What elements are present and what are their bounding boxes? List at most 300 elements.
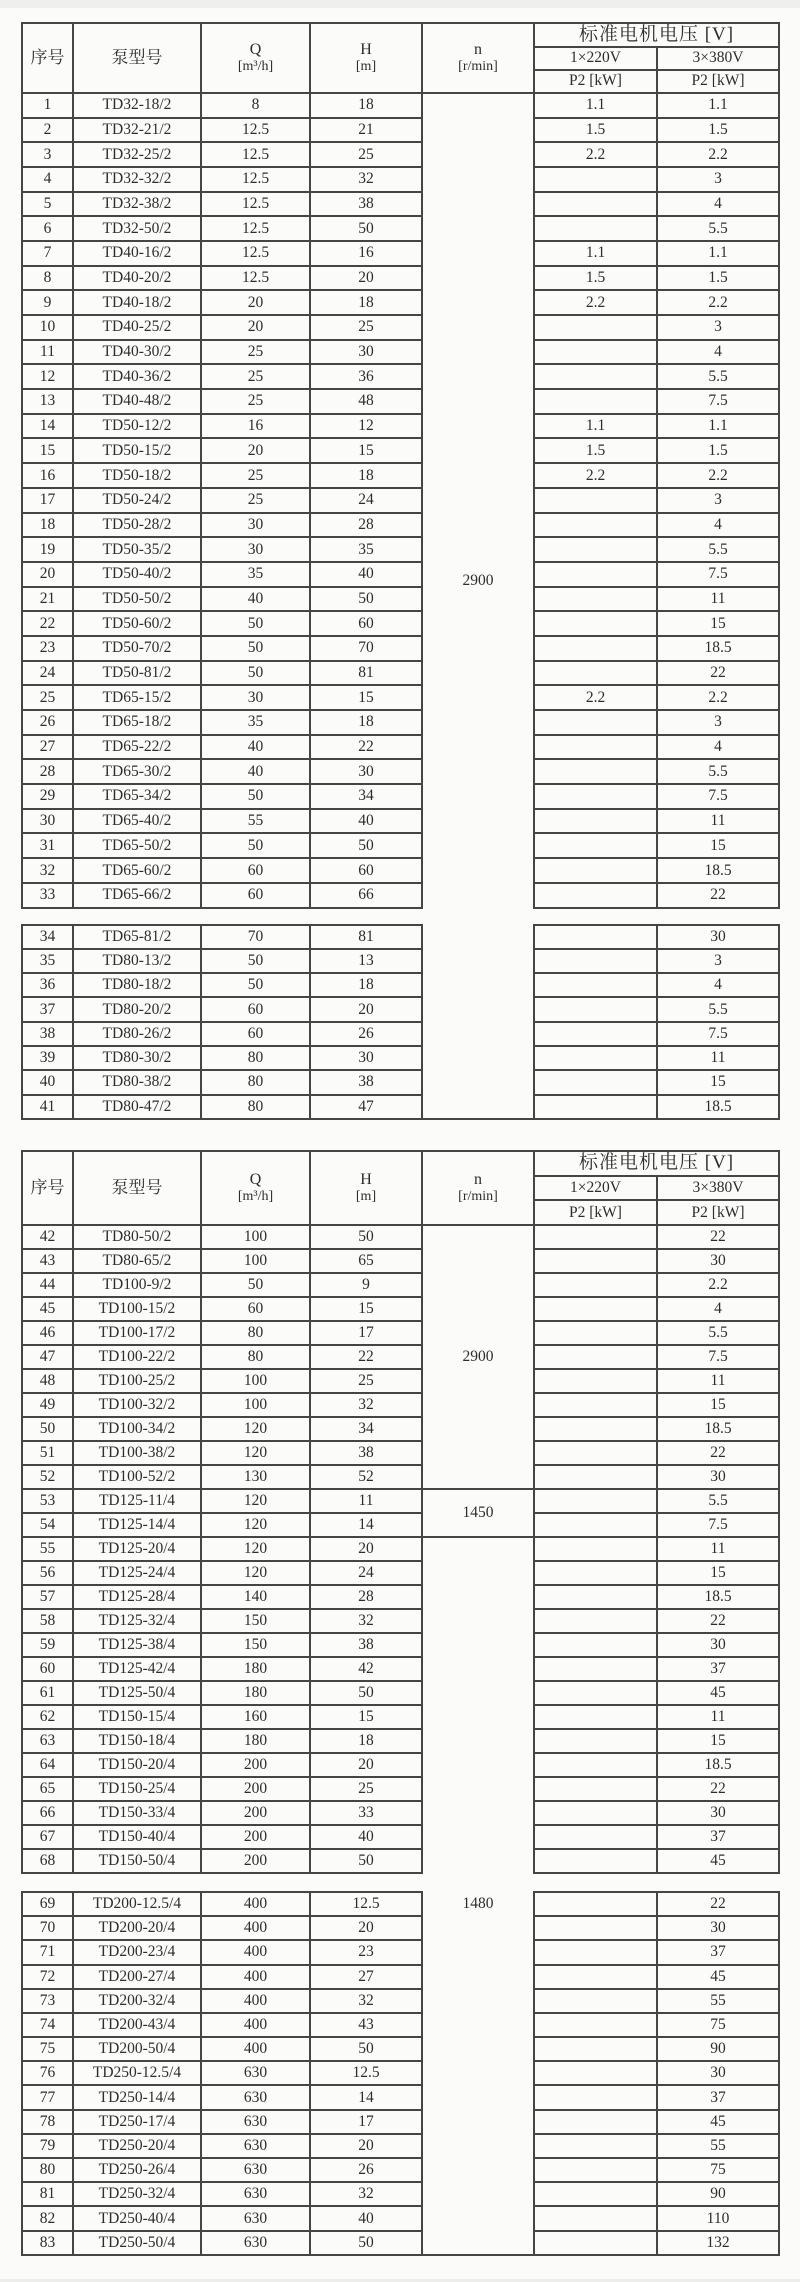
q-cell: 80 <box>201 1321 310 1345</box>
q-cell: 8 <box>201 93 310 118</box>
p380-cell: 45 <box>657 2110 779 2134</box>
p380-cell: 5.5 <box>657 759 779 784</box>
table-row <box>22 925 779 949</box>
model-cell: TD65-22/2 <box>73 735 201 760</box>
h-cell: 17 <box>310 1321 422 1345</box>
pump-spec-table-2-continued <box>21 1891 780 2256</box>
q-cell: 180 <box>201 1729 310 1753</box>
q-cell: 30 <box>201 685 310 710</box>
header-model: 泵型号 <box>73 23 201 93</box>
model-cell: TD50-60/2 <box>73 611 201 636</box>
p380-cell: 7.5 <box>657 784 779 809</box>
p380-cell: 55 <box>657 2134 779 2158</box>
q-cell: 25 <box>201 340 310 365</box>
h-cell: 42 <box>310 1657 422 1681</box>
table-row <box>22 636 779 661</box>
model-cell: TD40-20/2 <box>73 266 201 291</box>
table-row <box>22 2085 779 2109</box>
table-row <box>22 1705 779 1729</box>
table-row <box>22 1657 779 1681</box>
table-row <box>22 315 779 340</box>
h-cell: 38 <box>310 1441 422 1465</box>
table-row <box>22 438 779 463</box>
header-voltage-380: 3×380V <box>657 1176 779 1201</box>
p380-cell: 2.2 <box>657 463 779 488</box>
model-cell: TD125-20/4 <box>73 1537 201 1561</box>
p220-cell <box>534 1465 657 1489</box>
h-cell: 15 <box>310 1705 422 1729</box>
table-row <box>22 759 779 784</box>
p380-cell: 37 <box>657 1825 779 1849</box>
q-cell: 12.5 <box>201 142 310 167</box>
row-no-cell: 22 <box>22 611 73 636</box>
p220-cell: 2.2 <box>534 290 657 315</box>
row-no-cell: 23 <box>22 636 73 661</box>
model-cell: TD50-40/2 <box>73 562 201 587</box>
row-no-cell: 40 <box>22 1070 73 1094</box>
table-row <box>22 562 779 587</box>
h-cell: 12.5 <box>310 2061 422 2085</box>
p220-cell: 1.5 <box>534 438 657 463</box>
row-no-cell: 65 <box>22 1777 73 1801</box>
table-row <box>22 1513 779 1537</box>
h-cell: 28 <box>310 1585 422 1609</box>
table-row <box>22 1916 779 1940</box>
h-cell: 15 <box>310 685 422 710</box>
h-cell: 60 <box>310 611 422 636</box>
p220-cell <box>534 1849 657 1873</box>
table-row <box>22 2206 779 2230</box>
table-row <box>22 463 779 488</box>
q-cell: 120 <box>201 1441 310 1465</box>
q-cell: 200 <box>201 1777 310 1801</box>
p380-cell: 5.5 <box>657 1489 779 1513</box>
row-no-cell: 16 <box>22 463 73 488</box>
row-no-cell: 52 <box>22 1465 73 1489</box>
row-no-cell: 41 <box>22 1095 73 1119</box>
q-cell: 50 <box>201 949 310 973</box>
row-no-cell: 35 <box>22 949 73 973</box>
q-cell: 12.5 <box>201 118 310 143</box>
q-cell: 50 <box>201 611 310 636</box>
header-seq: 序号 <box>22 1151 73 1225</box>
h-cell: 48 <box>310 389 422 414</box>
pump-spec-table-2 <box>21 1150 780 1874</box>
model-cell: TD80-30/2 <box>73 1046 201 1070</box>
row-no-cell: 71 <box>22 1940 73 1964</box>
h-cell: 20 <box>310 1753 422 1777</box>
q-cell: 30 <box>201 513 310 538</box>
q-cell: 40 <box>201 735 310 760</box>
q-cell: 60 <box>201 997 310 1021</box>
q-cell: 80 <box>201 1070 310 1094</box>
q-cell: 12.5 <box>201 241 310 266</box>
p220-cell <box>534 513 657 538</box>
q-cell: 50 <box>201 833 310 858</box>
p220-cell <box>534 611 657 636</box>
q-cell: 200 <box>201 1801 310 1825</box>
row-no-cell: 77 <box>22 2085 73 2109</box>
rows-42-68 <box>22 1225 779 1873</box>
p380-cell: 15 <box>657 1393 779 1417</box>
table-row <box>22 997 779 1021</box>
p220-cell <box>534 537 657 562</box>
q-cell: 80 <box>201 1046 310 1070</box>
table-row <box>22 1345 779 1369</box>
model-cell: TD50-70/2 <box>73 636 201 661</box>
p220-cell <box>534 997 657 1021</box>
p380-cell: 3 <box>657 167 779 192</box>
h-cell: 34 <box>310 1417 422 1441</box>
table-row <box>22 1892 779 1916</box>
p380-cell: 22 <box>657 883 779 908</box>
table-row <box>22 1095 779 1119</box>
h-cell: 18 <box>310 93 422 118</box>
header-n-symbol: n <box>474 40 482 58</box>
table-row <box>22 1801 779 1825</box>
model-cell: TD125-38/4 <box>73 1633 201 1657</box>
h-cell: 22 <box>310 1345 422 1369</box>
h-cell: 13 <box>310 949 422 973</box>
p220-cell <box>534 1585 657 1609</box>
table-row <box>22 389 779 414</box>
table-row <box>22 1046 779 1070</box>
q-cell: 100 <box>201 1369 310 1393</box>
table-row <box>22 266 779 291</box>
model-cell: TD80-65/2 <box>73 1249 201 1273</box>
p220-cell <box>534 1022 657 1046</box>
row-no-cell: 15 <box>22 438 73 463</box>
q-cell: 630 <box>201 2061 310 2085</box>
q-cell: 100 <box>201 1249 310 1273</box>
q-cell: 630 <box>201 2134 310 2158</box>
model-cell: TD250-20/4 <box>73 2134 201 2158</box>
p380-cell: 15 <box>657 833 779 858</box>
header-p2-380: P2 [kW] <box>657 70 779 93</box>
h-cell: 81 <box>310 925 422 949</box>
h-cell: 14 <box>310 1513 422 1537</box>
h-cell: 18 <box>310 973 422 997</box>
h-cell: 26 <box>310 1022 422 1046</box>
row-no-cell: 13 <box>22 389 73 414</box>
p220-cell <box>534 1916 657 1940</box>
table-row <box>22 1489 779 1513</box>
h-cell: 26 <box>310 2158 422 2182</box>
table-row <box>22 1777 779 1801</box>
model-cell: TD40-25/2 <box>73 315 201 340</box>
model-cell: TD32-25/2 <box>73 142 201 167</box>
p220-cell <box>534 2206 657 2230</box>
p380-cell: 2.2 <box>657 685 779 710</box>
row-no-cell: 17 <box>22 488 73 513</box>
speed-value: 2900 <box>462 1347 494 1365</box>
row-no-cell: 42 <box>22 1225 73 1249</box>
p380-cell: 15 <box>657 611 779 636</box>
p380-cell: 37 <box>657 2085 779 2109</box>
table-row <box>22 1825 779 1849</box>
model-cell: TD200-50/4 <box>73 2037 201 2061</box>
speed-cell <box>422 1537 534 1873</box>
q-cell: 40 <box>201 587 310 612</box>
row-no-cell: 70 <box>22 1916 73 1940</box>
q-cell: 25 <box>201 364 310 389</box>
model-cell: TD150-25/4 <box>73 1777 201 1801</box>
header-voltage-220: 1×220V <box>534 47 657 70</box>
table-row <box>22 2013 779 2037</box>
model-cell: TD80-50/2 <box>73 1225 201 1249</box>
p380-cell: 15 <box>657 1729 779 1753</box>
q-cell: 12.5 <box>201 216 310 241</box>
model-cell: TD80-38/2 <box>73 1070 201 1094</box>
p220-cell <box>534 1561 657 1585</box>
model-cell: TD100-38/2 <box>73 1441 201 1465</box>
model-cell: TD125-32/4 <box>73 1609 201 1633</box>
p380-cell: 30 <box>657 1633 779 1657</box>
model-cell: TD65-30/2 <box>73 759 201 784</box>
p220-cell <box>534 2061 657 2085</box>
h-cell: 25 <box>310 142 422 167</box>
p380-cell: 75 <box>657 2013 779 2037</box>
h-cell: 30 <box>310 1046 422 1070</box>
q-cell: 50 <box>201 661 310 686</box>
table-row <box>22 2158 779 2182</box>
p380-cell: 4 <box>657 1297 779 1321</box>
row-no-cell: 21 <box>22 587 73 612</box>
p380-cell: 45 <box>657 1681 779 1705</box>
model-cell: TD100-17/2 <box>73 1321 201 1345</box>
q-cell: 400 <box>201 1916 310 1940</box>
model-cell: TD50-24/2 <box>73 488 201 513</box>
q-cell: 120 <box>201 1561 310 1585</box>
h-cell: 17 <box>310 2110 422 2134</box>
p380-cell: 11 <box>657 587 779 612</box>
h-cell: 40 <box>310 562 422 587</box>
p220-cell <box>534 2158 657 2182</box>
table-row <box>22 1070 779 1094</box>
p380-cell: 4 <box>657 973 779 997</box>
h-cell: 33 <box>310 1801 422 1825</box>
model-cell: TD80-20/2 <box>73 997 201 1021</box>
h-cell: 20 <box>310 266 422 291</box>
p220-cell <box>534 1321 657 1345</box>
model-cell: TD50-15/2 <box>73 438 201 463</box>
p380-cell: 5.5 <box>657 1321 779 1345</box>
table-row <box>22 1465 779 1489</box>
model-cell: TD250-26/4 <box>73 2158 201 2182</box>
q-cell: 400 <box>201 1940 310 1964</box>
table-row <box>22 1633 779 1657</box>
row-no-cell: 29 <box>22 784 73 809</box>
model-cell: TD65-18/2 <box>73 710 201 735</box>
row-no-cell: 24 <box>22 661 73 686</box>
model-cell: TD50-81/2 <box>73 661 201 686</box>
p380-cell: 22 <box>657 1225 779 1249</box>
p220-cell <box>534 1297 657 1321</box>
q-cell: 16 <box>201 414 310 439</box>
model-cell: TD125-50/4 <box>73 1681 201 1705</box>
h-cell: 20 <box>310 1537 422 1561</box>
p220-cell <box>534 1345 657 1369</box>
header-h-unit: [m] <box>355 1189 377 1205</box>
speed-cell <box>422 925 534 1119</box>
q-cell: 120 <box>201 1537 310 1561</box>
row-no-cell: 57 <box>22 1585 73 1609</box>
p380-cell: 7.5 <box>657 562 779 587</box>
h-cell: 81 <box>310 661 422 686</box>
p380-cell: 7.5 <box>657 389 779 414</box>
q-cell: 150 <box>201 1633 310 1657</box>
header-p2-220: P2 [kW] <box>534 1200 657 1225</box>
p220-cell: 1.5 <box>534 266 657 291</box>
header-p2-220: P2 [kW] <box>534 70 657 93</box>
p220-cell <box>534 1965 657 1989</box>
model-cell: TD125-24/4 <box>73 1561 201 1585</box>
header-q-symbol: Q <box>249 1170 262 1188</box>
p380-cell: 30 <box>657 1801 779 1825</box>
model-cell: TD150-50/4 <box>73 1849 201 1873</box>
row-no-cell: 76 <box>22 2061 73 2085</box>
table-row <box>22 167 779 192</box>
table-row <box>22 364 779 389</box>
model-cell: TD50-12/2 <box>73 414 201 439</box>
header-n-symbol: n <box>474 1170 482 1188</box>
q-cell: 200 <box>201 1825 310 1849</box>
p220-cell <box>534 1681 657 1705</box>
h-cell: 25 <box>310 315 422 340</box>
header-n-unit: [r/min] <box>458 59 498 75</box>
h-cell: 28 <box>310 513 422 538</box>
speed-value: 1480 <box>462 1894 494 1912</box>
h-cell: 52 <box>310 1465 422 1489</box>
h-cell: 24 <box>310 1561 422 1585</box>
model-cell: TD150-20/4 <box>73 1753 201 1777</box>
table-row <box>22 685 779 710</box>
q-cell: 120 <box>201 1513 310 1537</box>
p220-cell: 2.2 <box>534 685 657 710</box>
table-row <box>22 710 779 735</box>
q-cell: 80 <box>201 1095 310 1119</box>
p220-cell <box>534 833 657 858</box>
row-no-cell: 31 <box>22 833 73 858</box>
header-q-symbol: Q <box>249 40 262 58</box>
table-row <box>22 1989 779 2013</box>
p380-cell: 30 <box>657 1465 779 1489</box>
p380-cell: 11 <box>657 1369 779 1393</box>
p220-cell <box>534 1273 657 1297</box>
table-row <box>22 1369 779 1393</box>
q-cell: 50 <box>201 973 310 997</box>
p220-cell <box>534 2110 657 2134</box>
q-cell: 180 <box>201 1681 310 1705</box>
q-cell: 400 <box>201 1989 310 2013</box>
model-cell: TD100-32/2 <box>73 1393 201 1417</box>
p220-cell <box>534 661 657 686</box>
h-cell: 25 <box>310 1777 422 1801</box>
p220-cell <box>534 1046 657 1070</box>
header-voltage-title: 标准电机电压 [V] <box>534 1151 779 1176</box>
model-cell: TD200-32/4 <box>73 1989 201 2013</box>
p220-cell <box>534 784 657 809</box>
row-no-cell: 2 <box>22 118 73 143</box>
model-cell: TD32-21/2 <box>73 118 201 143</box>
row-no-cell: 9 <box>22 290 73 315</box>
h-cell: 50 <box>310 1681 422 1705</box>
q-cell: 200 <box>201 1849 310 1873</box>
model-cell: TD80-18/2 <box>73 973 201 997</box>
q-cell: 50 <box>201 636 310 661</box>
table-row <box>22 1753 779 1777</box>
row-no-cell: 60 <box>22 1657 73 1681</box>
p380-cell: 1.1 <box>657 414 779 439</box>
header-h <box>310 1151 422 1225</box>
h-cell: 18 <box>310 1729 422 1753</box>
q-cell: 20 <box>201 290 310 315</box>
table-row <box>22 949 779 973</box>
model-cell: TD65-50/2 <box>73 833 201 858</box>
model-cell: TD80-47/2 <box>73 1095 201 1119</box>
p220-cell <box>534 1777 657 1801</box>
table-row <box>22 1441 779 1465</box>
table-row <box>22 2231 779 2255</box>
p380-cell: 75 <box>657 2158 779 2182</box>
p380-cell: 30 <box>657 1916 779 1940</box>
p220-cell <box>534 973 657 997</box>
h-cell: 38 <box>310 192 422 217</box>
header-n <box>422 1151 534 1225</box>
h-cell: 23 <box>310 1940 422 1964</box>
p220-cell <box>534 1489 657 1513</box>
header-q-unit: [m³/h] <box>237 1189 274 1205</box>
h-cell: 65 <box>310 1249 422 1273</box>
rows-1-33 <box>22 93 779 908</box>
model-cell: TD100-25/2 <box>73 1369 201 1393</box>
header-voltage-220: 1×220V <box>534 1176 657 1201</box>
h-cell: 32 <box>310 1609 422 1633</box>
q-cell: 80 <box>201 1345 310 1369</box>
p380-cell: 18.5 <box>657 1585 779 1609</box>
model-cell: TD250-12.5/4 <box>73 2061 201 2085</box>
h-cell: 35 <box>310 537 422 562</box>
h-cell: 66 <box>310 883 422 908</box>
p220-cell <box>534 2182 657 2206</box>
p380-cell: 11 <box>657 1537 779 1561</box>
h-cell: 9 <box>310 1273 422 1297</box>
table-row <box>22 118 779 143</box>
pump-spec-table-1 <box>21 22 780 909</box>
table-row <box>22 216 779 241</box>
p220-cell <box>534 710 657 735</box>
model-cell: TD40-36/2 <box>73 364 201 389</box>
q-cell: 12.5 <box>201 266 310 291</box>
model-cell: TD40-18/2 <box>73 290 201 315</box>
table-row <box>22 1729 779 1753</box>
row-no-cell: 14 <box>22 414 73 439</box>
q-cell: 180 <box>201 1657 310 1681</box>
q-cell: 150 <box>201 1609 310 1633</box>
p380-cell: 15 <box>657 1561 779 1585</box>
row-no-cell: 3 <box>22 142 73 167</box>
table-row <box>22 414 779 439</box>
h-cell: 12 <box>310 414 422 439</box>
h-cell: 50 <box>310 2231 422 2255</box>
row-no-cell: 72 <box>22 1965 73 1989</box>
row-no-cell: 6 <box>22 216 73 241</box>
h-cell: 60 <box>310 858 422 883</box>
table-row <box>22 1585 779 1609</box>
p220-cell <box>534 488 657 513</box>
p380-cell: 37 <box>657 1940 779 1964</box>
row-no-cell: 82 <box>22 2206 73 2230</box>
